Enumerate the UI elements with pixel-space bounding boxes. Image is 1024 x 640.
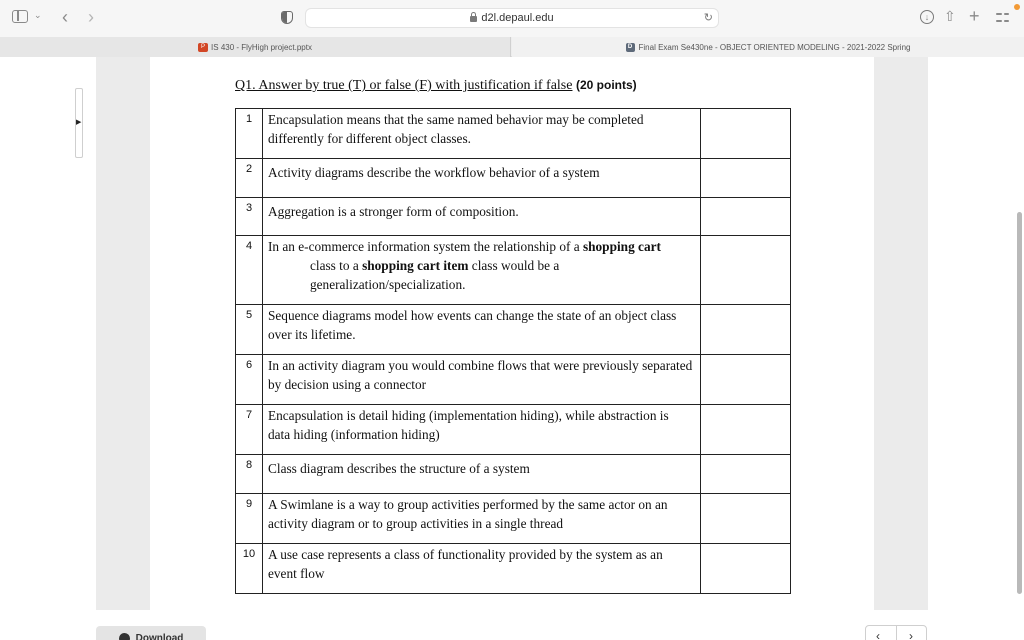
- pager-divider: [896, 626, 897, 640]
- statement-text: Aggregation is a stronger form of composition.: [268, 204, 519, 219]
- url-text[interactable]: d2l.depaul.edu: [481, 12, 554, 24]
- address-bar[interactable]: [305, 8, 719, 28]
- table-row: [236, 405, 791, 455]
- statement: Encapsulation is detail hiding (implementation hiding), while abstraction is data hiding (information hiding): [263, 405, 701, 455]
- question-points: (20 points): [575, 78, 637, 92]
- statement-bold: shopping cart: [582, 239, 661, 254]
- statement-continuation: [268, 256, 694, 294]
- statement: In an activity diagram you would combine flows that were previously separated by decision using a connector: [263, 355, 701, 405]
- statement-text: class would be a generalization/specialization.: [310, 258, 560, 292]
- row-number: 5: [236, 305, 263, 355]
- statement: Sequence diagrams model how events can change the state of an object class over its lifetime.: [263, 305, 701, 355]
- statement-bold: shopping cart item: [362, 258, 469, 273]
- row-number: 1: [236, 109, 263, 159]
- table-row: [236, 109, 791, 159]
- tab-overview-icon[interactable]: [996, 11, 1009, 24]
- lock-icon: [470, 16, 477, 22]
- row-number: 7: [236, 405, 263, 455]
- viewer-gutter-left: [96, 57, 150, 610]
- prev-page-button[interactable]: ‹: [876, 629, 880, 640]
- table-row: [236, 544, 791, 594]
- question-title: [235, 78, 637, 94]
- answer-cell[interactable]: [701, 198, 791, 236]
- answer-cell[interactable]: [701, 405, 791, 455]
- powerpoint-icon: P: [198, 43, 208, 52]
- row-number: 4: [236, 236, 263, 305]
- table-row: [236, 305, 791, 355]
- browser-toolbar: [0, 0, 1024, 37]
- statement-text: class to a: [310, 258, 363, 273]
- statement-text: Activity diagrams describe the workflow behavior of a system: [268, 165, 600, 180]
- row-number: 2: [236, 159, 263, 198]
- statement: [263, 159, 701, 198]
- table-row: [236, 355, 791, 405]
- viewer-gutter-right: [874, 57, 928, 610]
- tab-strip: [0, 37, 1024, 57]
- answer-cell[interactable]: [701, 494, 791, 544]
- true-false-table: [235, 108, 791, 594]
- tab-label: Final Exam Se430ne - OBJECT ORIENTED MODELING - 2021-2022 Spring: [638, 42, 911, 52]
- statement-text: Class diagram describes the structure of a system: [268, 461, 530, 476]
- row-number: 3: [236, 198, 263, 236]
- question-text: Q1. Answer by true (T) or false (F) with justification if false: [235, 78, 573, 93]
- forward-button[interactable]: ›: [88, 6, 94, 27]
- statement: [263, 198, 701, 236]
- answer-cell[interactable]: [701, 236, 791, 305]
- chevron-down-icon[interactable]: ⌄: [34, 10, 42, 20]
- row-number: 6: [236, 355, 263, 405]
- tab-pptx[interactable]: [0, 37, 511, 57]
- table-row: [236, 494, 791, 544]
- table-row: [236, 236, 791, 305]
- answer-cell[interactable]: [701, 544, 791, 594]
- page-navigation: [865, 625, 927, 640]
- scrollbar[interactable]: [1017, 212, 1022, 594]
- sidebar-toggle-icon[interactable]: [12, 10, 28, 23]
- statement: [263, 236, 701, 305]
- answer-cell[interactable]: [701, 355, 791, 405]
- expand-arrow-icon[interactable]: ▶: [76, 119, 82, 126]
- statement: Encapsulation means that the same named behavior may be completed differently for different object classes.: [263, 109, 701, 159]
- table-row: [236, 198, 791, 236]
- row-number: 9: [236, 494, 263, 544]
- answer-cell[interactable]: [701, 455, 791, 494]
- tab-label: IS 430 - FlyHigh project.pptx: [211, 42, 312, 52]
- table-row: [236, 159, 791, 198]
- notification-dot: [1014, 4, 1020, 10]
- answer-cell[interactable]: [701, 109, 791, 159]
- row-number: 8: [236, 455, 263, 494]
- download-button[interactable]: [96, 626, 206, 640]
- d2l-icon: D: [626, 43, 635, 52]
- table-row: [236, 455, 791, 494]
- back-button[interactable]: ‹: [62, 6, 68, 27]
- statement: A use case represents a class of functionality provided by the system as an event flow: [263, 544, 701, 594]
- row-number: 10: [236, 544, 263, 594]
- privacy-shield-icon[interactable]: [281, 11, 293, 24]
- reload-icon[interactable]: ↻: [703, 12, 713, 24]
- next-page-button[interactable]: ›: [909, 629, 913, 640]
- answer-cell[interactable]: [701, 159, 791, 198]
- statement: A Swimlane is a way to group activities performed by the same actor on an activity diagram or to group activities in a single thread: [263, 494, 701, 544]
- statement: [263, 455, 701, 494]
- download-label: Download: [135, 633, 184, 640]
- new-tab-icon[interactable]: +: [969, 6, 980, 26]
- tab-final-exam[interactable]: [512, 37, 1024, 57]
- downloads-icon[interactable]: ↓: [920, 10, 934, 24]
- share-icon[interactable]: ⇧: [944, 8, 956, 24]
- download-icon: [119, 633, 130, 640]
- answer-cell[interactable]: [701, 305, 791, 355]
- statement-text: In an e-commerce information system the relationship of a: [268, 239, 583, 254]
